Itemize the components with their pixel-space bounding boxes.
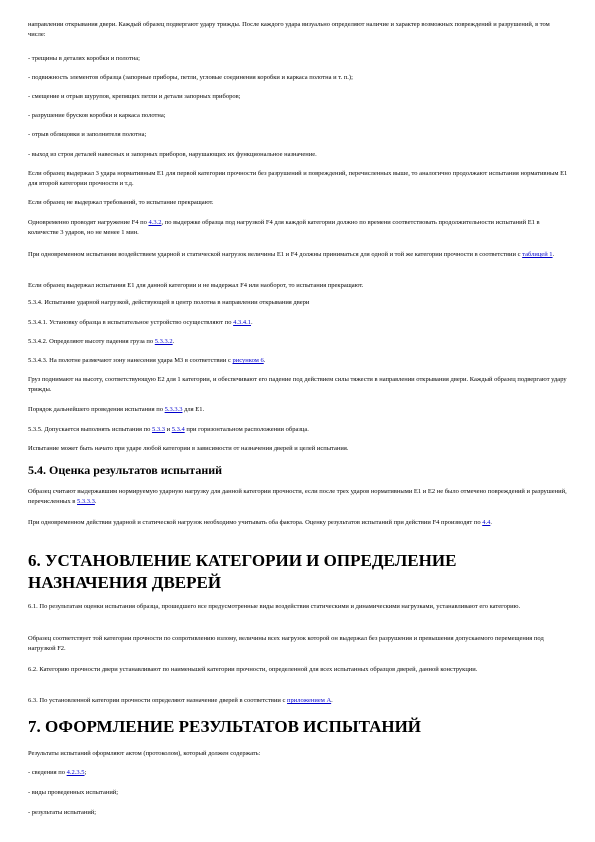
text-run: - результаты испытаний; — [28, 809, 97, 816]
chapter-heading — [28, 716, 568, 738]
text-run: - разрушение брусков коробки и каркаса полотна; — [28, 112, 166, 119]
text-run: 5.3.4.2. Определяют высоту падения груза по — [28, 338, 155, 345]
text-run: - смещение и отрыв шурупов, крепящих петли и детали запорных приборов; — [28, 93, 241, 100]
text-run: Если образец выдержал испытания E1 для данной категории и не выдержал F4 или наоборот, то испытания прекращают. — [28, 282, 364, 289]
text-run: и — [164, 426, 172, 433]
text-run: Порядок дальнейшего проведения испытания по — [28, 406, 165, 413]
paragraph — [28, 20, 568, 40]
paragraph — [28, 634, 568, 654]
list-item — [28, 130, 568, 140]
text-run: Груз поднимают на высоту, соответствующую E2 для 1 категории, и обеспечивают его падение под действием силы тяжести в направлении открывания двери. Каждый образец подвергают удару трижды. — [28, 376, 567, 393]
text-run: 6.3. По установленной категории прочности определяют назначение дверей в соответствии с — [28, 697, 288, 704]
text-run: . — [172, 338, 175, 345]
text-run: - трещины в деталях коробки и полотна; — [28, 55, 140, 62]
text-run: . — [251, 319, 253, 326]
list-item — [28, 808, 568, 818]
text-run: 6. УСТАНОВЛЕНИЕ КАТЕГОРИИ И ОПРЕДЕЛЕНИЕ НАЗНАЧЕНИЯ ДВЕРЕЙ — [28, 551, 457, 592]
text-run: ; — [84, 769, 87, 776]
text-run: . — [263, 357, 266, 364]
list-item — [28, 73, 568, 83]
text-run: Испытание может быть начато при ударе любой категории в зависимости от назначения дверей и целей испытания. — [28, 445, 349, 452]
list-item — [28, 111, 568, 121]
paragraph — [28, 356, 568, 366]
paragraph — [28, 518, 568, 528]
paragraph — [28, 198, 568, 208]
list-item — [28, 92, 568, 102]
text-run: Одновременно проводят нагружение F4 по — [28, 219, 149, 226]
text-run: 5.3.4.1. Установку образца в испытательное устройство осуществляют по — [28, 319, 234, 326]
paragraph — [28, 281, 568, 291]
list-item — [28, 768, 568, 778]
text-run: . — [94, 498, 97, 505]
text-run: - сведения по — [28, 769, 67, 776]
list-item — [28, 788, 568, 798]
paragraph — [28, 444, 568, 454]
paragraph — [28, 425, 568, 435]
text-run: 5.4. Оценка результатов испытаний — [28, 463, 223, 477]
paragraph — [28, 749, 568, 759]
paragraph — [28, 318, 568, 328]
reference-link[interactable]: 4.4 — [482, 519, 491, 526]
text-run: , по выдержке образца под нагрузкой F4 для каждой категории должно по времени соответствовать продолжительности испытаний E1 в количестве 3 ударов, но не менее 1 мин. — [28, 219, 540, 236]
reference-link[interactable]: 4.3.2 — [148, 219, 162, 226]
paragraph — [28, 250, 568, 260]
text-run: 5.3.4.3. На полотне размечают зону нанесения удара M3 в соответствии с — [28, 357, 233, 364]
paragraph — [28, 169, 568, 189]
text-run: при горизонтальном расположении образца. — [184, 426, 309, 433]
text-run: - виды проведенных испытаний; — [28, 789, 119, 796]
text-run: - отрыв облицовки и заполнителя полотна; — [28, 131, 147, 138]
text-run: 5.3.5. Допускается выполнять испытания по — [28, 426, 152, 433]
paragraph — [28, 298, 568, 308]
paragraph — [28, 375, 568, 395]
text-run: Результаты испытаний оформляют актом (протоколом), который должен содержать: — [28, 750, 261, 757]
reference-link[interactable]: рисунком 6 — [232, 357, 264, 364]
section-heading — [28, 463, 568, 477]
text-run: 6.1. По результатам оценки испытания образца, прошедшего все предусмотренные виды воздействия статическими и динамическими нагрузками, устанавливают его категорию. — [28, 603, 521, 610]
reference-link[interactable]: 5.3.3.2 — [154, 338, 173, 345]
paragraph — [28, 696, 568, 706]
text-run: При одновременном испытании воздействием ударной и статической нагрузок величины E1 и F4 должны приниматься для одной и той же категории прочности в соответствии с — [28, 251, 523, 258]
paragraph — [28, 602, 568, 612]
text-run: - выход из строя деталей навесных и запорных приборов, нарушающих их функциональное назначение. — [28, 151, 317, 158]
text-run: 5.3.4. Испытание ударной нагрузкой, действующей в центр полотна в направлении открывания двери — [28, 299, 310, 306]
text-run: 6.2. Категорию прочности двери устанавливают по наименьшей категории прочности, определенной для всех испытанных образцов дверей, данной конструкции. — [28, 666, 478, 673]
reference-link[interactable]: 5.3.3 — [151, 426, 165, 433]
text-run: . — [552, 251, 555, 258]
reference-link[interactable]: 4.2.3.5 — [66, 769, 85, 776]
paragraph — [28, 487, 568, 507]
paragraph — [28, 218, 568, 238]
text-run: Образец соответствует той категории прочности по сопротивлению взлому, величины всех нагрузок которой он выдержал без разрушения и превышения допускаемого перемещения под нагрузкой F2. — [28, 635, 544, 652]
text-run: . — [331, 697, 333, 704]
paragraph — [28, 405, 568, 415]
reference-link[interactable]: 4.3.4.1 — [233, 319, 251, 326]
reference-link[interactable]: таблицей 1 — [522, 251, 553, 258]
text-run: направлении открывания двери. Каждый образец подвергают удару трижды. После каждого удара визуально определяют наличие и характер возможных повреждений и разрушений, в том числе: — [28, 21, 550, 38]
reference-link[interactable]: 5.3.3.3 — [77, 498, 95, 505]
chapter-heading — [28, 550, 568, 594]
text-run: Если образец не выдержал требований, то испытание прекращают. — [28, 199, 214, 206]
text-run: 7. ОФОРМЛЕНИЕ РЕЗУЛЬТАТОВ ИСПЫТАНИЙ — [28, 717, 422, 736]
text-run: Образец считают выдержавшим нормируемую ударную нагрузку для данной категории прочности, если после трех ударов нормативными E1 и E2 не было отмечено повреждений и разрушений, перечисленных в — [28, 488, 567, 505]
list-item — [28, 150, 568, 160]
text-run: При одновременном действии ударной и статической нагрузок необходимо учитывать оба фактора. Оценку результатов испытаний при действии F4 производят по — [28, 519, 483, 526]
paragraph — [28, 337, 568, 347]
text-run: для E1. — [182, 406, 205, 413]
paragraph — [28, 665, 568, 675]
text-run: - подвижность элементов образца (запорные приборы, петли, угловые соединения коробки и каркаса полотна и т. п.); — [28, 74, 353, 81]
text-run: Если образец выдержал 3 удара нормативным E1 для первой категории прочности без разрушений и повреждений, перечисленных выше, то аналогично продолжают испытания нормативным E1 для второй категории прочности и т.д. — [28, 170, 568, 187]
reference-link[interactable]: приложением А — [287, 697, 332, 704]
reference-link[interactable]: 5.3.4 — [171, 426, 185, 433]
list-item — [28, 54, 568, 64]
text-run: . — [490, 519, 492, 526]
reference-link[interactable]: 5.3.3.3 — [164, 406, 183, 413]
